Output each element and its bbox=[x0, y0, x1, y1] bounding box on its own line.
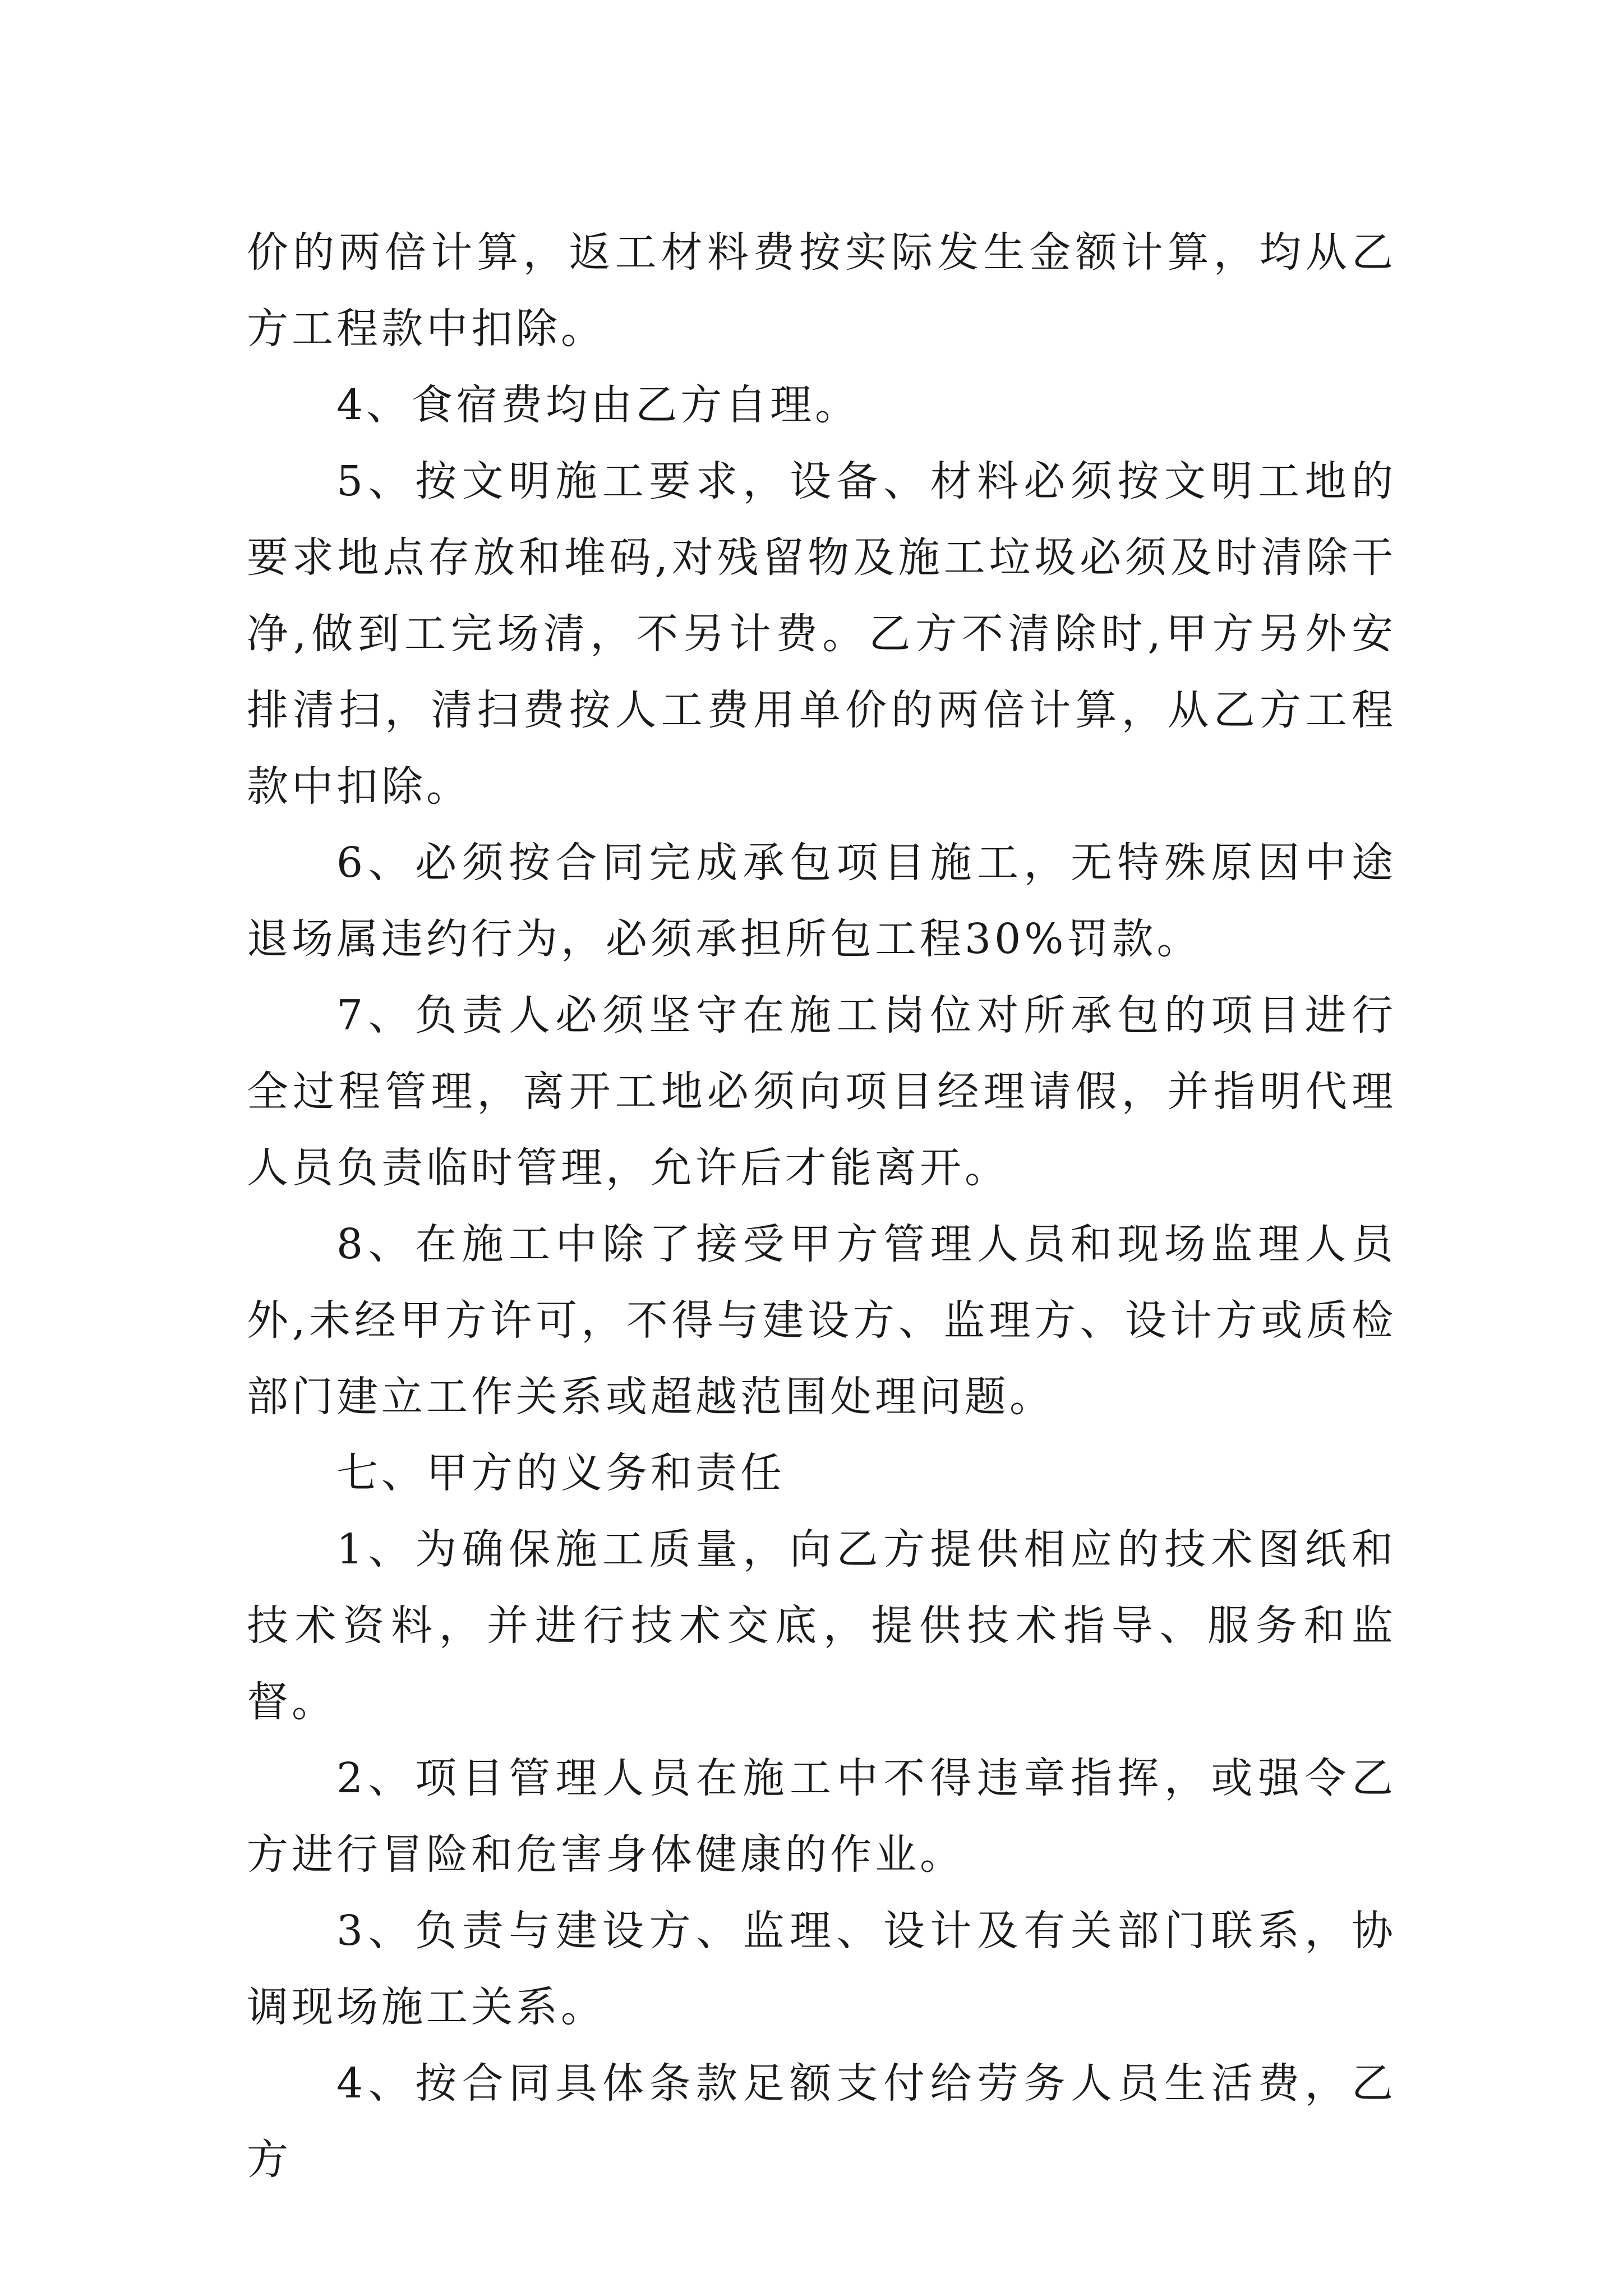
document-body bbox=[247, 214, 1396, 2198]
paragraph-item-4: 4、食宿费均由乙方自理。 bbox=[336, 381, 860, 429]
paragraph-duty-2: 2、项目管理人员在施工中不得违章指挥，或强令乙方进行冒险和危害身体健康的作业。 bbox=[247, 1754, 1396, 1879]
paragraph-item-6: 6、必须按合同完成承包项目施工，无特殊原因中途退场属违约行为，必须承担所包工程30%罚款。 bbox=[247, 839, 1396, 963]
paragraph-continued: 价的两倍计算，返工材料费按实际发生金额计算，均从乙方工程款中扣除。 bbox=[247, 228, 1396, 353]
paragraph-duty-3: 3、负责与建设方、监理、设计及有关部门联系，协调现场施工关系。 bbox=[247, 1907, 1396, 2031]
paragraph-duty-4: 4、按合同具体条款足额支付给劳务人员生活费，乙方 bbox=[247, 2059, 1396, 2184]
paragraph-duty-1: 1、为确保施工质量，向乙方提供相应的技术图纸和技术资料，并进行技术交底，提供技术指导、服务和监督。 bbox=[247, 1525, 1396, 1726]
paragraph-item-7: 7、负责人必须坚守在施工岗位对所承包的项目进行全过程管理，离开工地必须向项目经理请假，并指明代理人员负责临时管理，允许后才能离开。 bbox=[247, 991, 1396, 1192]
paragraph-item-5: 5、按文明施工要求，设备、材料必须按文明工地的要求地点存放和堆码,对残留物及施工垃圾必须及时清除干净,做到工完场清，不另计费。乙方不清除时,甲方另外安排清扫，清扫费按人工费用单价的两倍计算，从乙方工程款中扣除。 bbox=[247, 457, 1396, 811]
paragraph-item-8: 8、在施工中除了接受甲方管理人员和现场监理人员外,未经甲方许可，不得与建设方、监理方、设计方或质检部门建立工作关系或超越范围处理问题。 bbox=[247, 1220, 1396, 1421]
section-heading-7: 七、甲方的义务和责任 bbox=[336, 1449, 785, 1497]
